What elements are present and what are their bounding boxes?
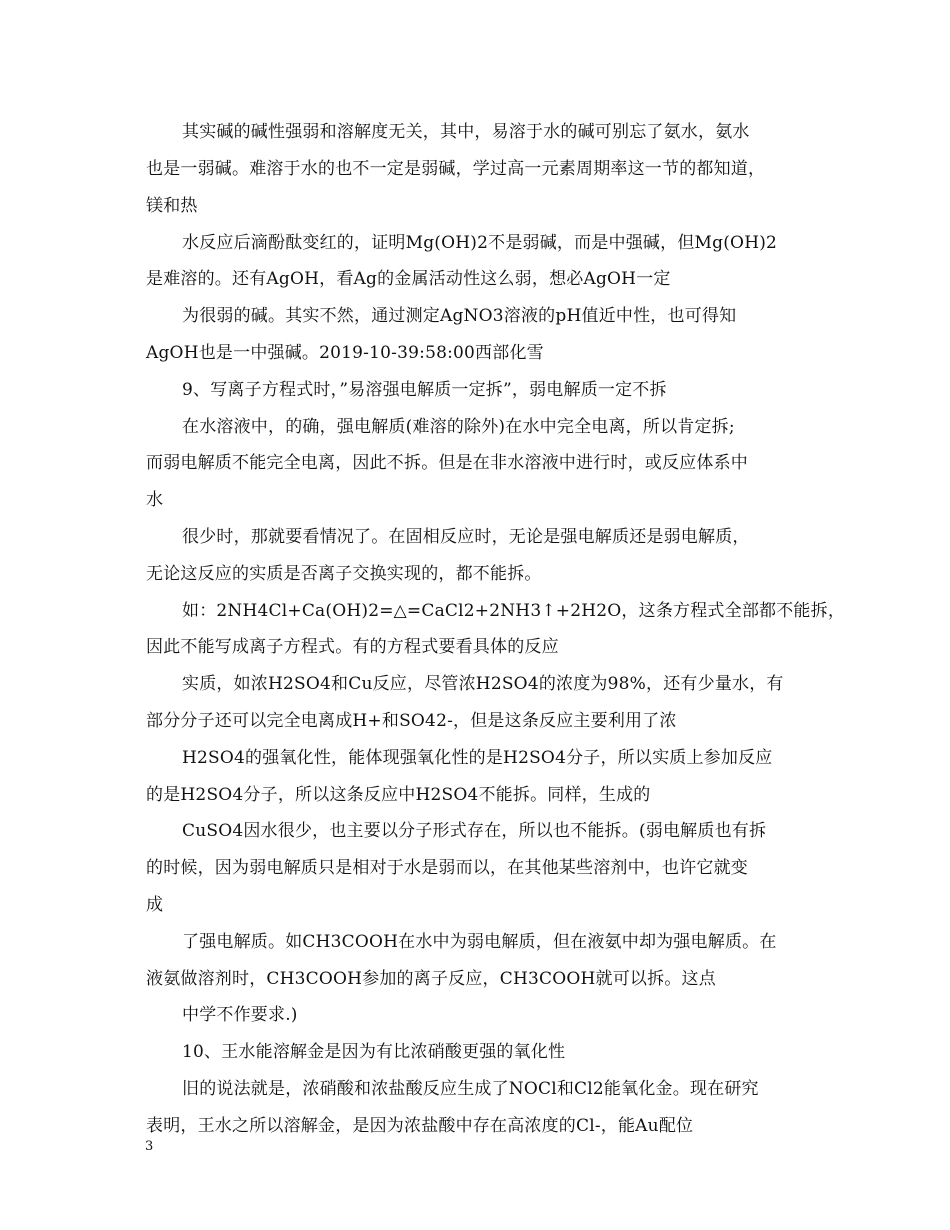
text-line: 成 xyxy=(146,895,164,915)
text-line: H2SO4的强氧化性，能体现强氧化性的是H2SO4分子，所以实质上参加反应 xyxy=(182,748,773,768)
text-line: 的时候，因为弱电解质只是相对于水是弱而以，在其他某些溶剂中，也许它就变 xyxy=(146,858,748,878)
text-line: 而弱电解质不能完全电离，因此不拆。但是在非水溶液中进行时，或反应体系中 xyxy=(146,453,748,473)
text-line: 表明，王水之所以溶解金，是因为浓盐酸中存在高浓度的Cl-，能Au配位 xyxy=(146,1116,694,1136)
text-line: 很少时，那就要看情况了。在固相反应时，无论是强电解质还是弱电解质， xyxy=(182,527,750,547)
text-line: 了强电解质。如CH3COOH在水中为弱电解质，但在液氨中却为强电解质。在 xyxy=(182,932,777,952)
text-line: 也是一弱碱。难溶于水的也不一定是弱碱，学过高一元素周期率这一节的都知道， xyxy=(146,159,766,179)
text-line: 其实碱的碱性强弱和溶解度无关，其中，易溶于水的碱可别忘了氨水，氨水 xyxy=(182,122,750,142)
text-line: 如：2NH4Cl+Ca(OH)2=△=CaCl2+2NH3↑+2H2O，这条方程式全部都不能拆， xyxy=(182,601,846,621)
text-line: 无论这反应的实质是否离子交换实现的，都不能拆。 xyxy=(146,564,542,584)
text-line: 中学不作要求.) xyxy=(182,1005,298,1025)
text-line: 液氨做溶剂时，CH3COOH参加的离子反应，CH3COOH就可以拆。这点 xyxy=(146,969,716,989)
text-line: 实质，如浓H2SO4和Cu反应，尽管浓H2SO4的浓度为98%，还有少量水，有 xyxy=(182,674,784,694)
text-line: AgOH也是一中强碱。2019-10-39:58:00西部化雪 xyxy=(146,343,544,363)
text-line: 水 xyxy=(146,490,164,510)
section-heading: 10、王水能溶解金是因为有比浓硝酸更强的氧化性 xyxy=(182,1042,566,1062)
text-line: 因此不能写成离子方程式。有的方程式要看具体的反应 xyxy=(146,637,559,657)
text-line: 在水溶液中，的确，强电解质(难溶的除外)在水中完全电离，所以肯定拆; xyxy=(182,417,735,437)
section-heading: 9、写离子方程式时，”易溶强电解质一定拆”，弱电解质一定不拆 xyxy=(182,380,667,400)
text-line: 旧的说法就是，浓硝酸和浓盐酸反应生成了NOCl和Cl2能氧化金。现在研究 xyxy=(182,1079,759,1099)
text-line: 为很弱的碱。其实不然，通过测定AgNO3溶液的pH值近中性，也可得知 xyxy=(182,306,737,326)
text-line: 部分分子还可以完全电离成H+和SO42-，但是这条反应主要利用了浓 xyxy=(146,711,677,731)
text-line: 水反应后滴酚酞变红的，证明Mg(OH)2不是弱碱，而是中强碱，但Mg(OH)2 xyxy=(182,233,778,253)
text-line: CuSO4因水很少，也主要以分子形式存在，所以也不能拆。(弱电解质也有拆 xyxy=(182,821,767,841)
page-number: 3 xyxy=(145,1139,154,1154)
text-line: 是难溶的。还有AgOH，看Ag的金属活动性这么弱，想必AgOH一定 xyxy=(146,269,671,289)
text-line: 镁和热 xyxy=(146,196,198,216)
text-line: 的是H2SO4分子，所以这条反应中H2SO4不能拆。同样，生成的 xyxy=(146,785,651,805)
